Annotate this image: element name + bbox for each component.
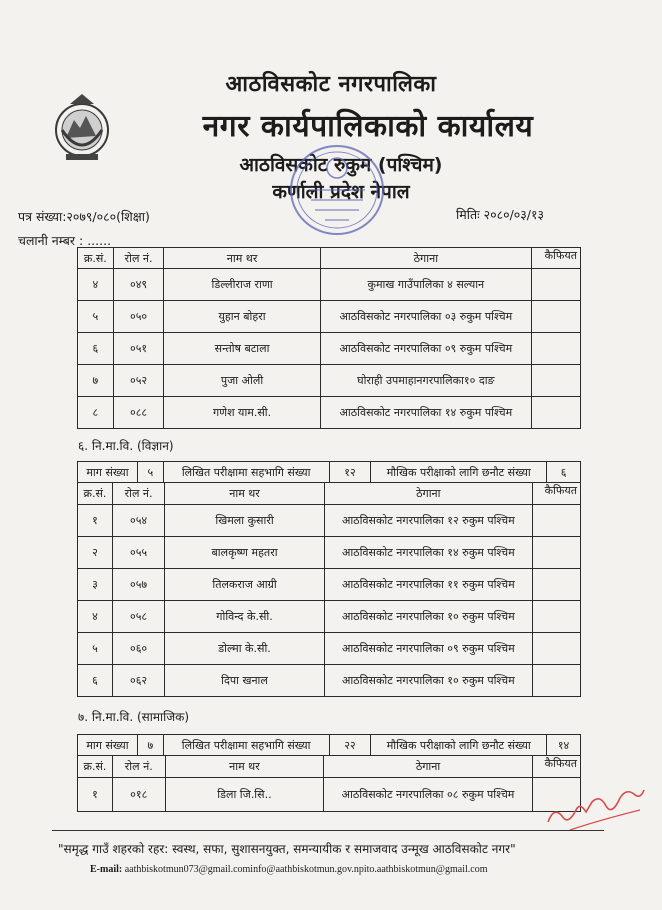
oral-label: मौखिक परीक्षाको लागि छनौट संख्या [371,462,547,483]
cell-roll: ०८८ [113,397,164,429]
table-row [78,333,581,365]
section-6-candidates-table [77,482,581,697]
cell-address: घोराही उपमाहानगरपालिका१० दाङ [320,365,531,397]
cell-name: तिलकराज आग्री [165,569,325,601]
cell-name: डोल्मा के.सी. [165,633,325,665]
cell-address: आठविसकोट नगरपालिका ०९ रुकुम पश्चिम [324,633,532,665]
demand-label: माग संख्या [78,462,138,483]
written-value: २२ [329,735,371,756]
dispatch-number: चलानी नम्बर : ...... [18,233,112,248]
cell-sn: ४ [78,269,114,301]
cell-address: आठविसकोट नगरपालिका १२ रुकुम पश्चिम [324,505,532,537]
office-seal-stamp [287,140,387,240]
cell-sn: ८ [78,397,114,429]
oral-value: १४ [547,735,581,756]
cell-sn: ५ [78,633,113,665]
cell-remarks [532,537,580,569]
cell-sn: १ [78,778,113,812]
cell-sn: १ [78,505,113,537]
header-sn: क्र.सं. [78,248,114,269]
cell-name: गोविन्द के.सी. [165,601,325,633]
cell-roll: ०५१ [113,333,164,365]
written-label: लिखित परीक्षामा सहभागि संख्या [163,462,329,483]
email-value: aathbiskotmun073@gmail.cominfo@aathbiskotmun.gov.npito.aathbiskotmun@gmail.com [124,864,488,875]
cell-sn: ६ [78,665,113,697]
cell-roll: ०४९ [113,269,164,301]
municipality-name: आठविसकोट नगरपालिका [225,72,437,97]
section-7-title: ७. नि.मा.वि. (सामाजिक) [78,710,190,724]
cell-roll: ०६० [112,633,164,665]
header-address: ठेगाना [320,248,531,269]
table-row [78,601,581,633]
cell-address: आठविसकोट नगरपालिका ०३ रुकुम पश्चिम [320,301,531,333]
demand-value: ५ [137,462,163,483]
cell-address: आठविसकोट नगरपालिका १४ रुकुम पश्चिम [324,537,532,569]
cell-remarks [532,601,580,633]
cell-roll: ०१८ [112,778,165,812]
cell-remarks [532,365,581,397]
header-name: नाम थर [165,756,324,778]
header-name: नाम थर [164,248,320,269]
header-remarks: कैफियत [532,756,580,778]
header-roll: रोल नं. [112,483,164,505]
candidates-table-continued [77,247,581,429]
table-header-row [78,248,581,269]
table-row [78,365,581,397]
cell-sn: ७ [78,365,114,397]
cell-name: गणेश याम.सी. [164,397,320,429]
footer-email [90,864,488,875]
cell-sn: ४ [78,601,113,633]
section-6-title: ६. नि.मा.वि. (विज्ञान) [78,439,174,453]
cell-remarks [532,397,581,429]
office-location: आठविसकोट रुकुम (पश्चिम) [239,154,443,176]
table-row [78,665,581,697]
cell-name: डिल्लीराज राणा [164,269,320,301]
table-header-row [78,756,581,778]
cell-name: युहान बोहरा [164,301,320,333]
letter-reference-number: पत्र संख्या:२०७९/०८०(शिक्षा) [18,209,150,224]
cell-roll: ०५८ [112,601,164,633]
cell-remarks [532,665,580,697]
header-name: नाम थर [165,483,325,505]
table-header-row [78,483,581,505]
cell-address: आठविसकोट नगरपालिका १४ रुकुम पश्चिम [320,397,531,429]
cell-address: कुमाख गाउँपालिका ४ सल्यान [320,269,531,301]
cell-remarks [532,569,580,601]
cell-remarks [532,333,581,365]
header-sn: क्र.सं. [78,756,113,778]
demand-value: ७ [137,735,163,756]
section-6-summary [77,461,581,483]
cell-roll: ०६२ [112,665,164,697]
cell-sn: ५ [78,301,114,333]
cell-remarks [532,633,580,665]
cell-sn: ६ [78,333,114,365]
table-row [78,778,581,812]
oral-value: ६ [547,462,581,483]
cell-roll: ०५७ [112,569,164,601]
table-row [78,269,581,301]
cell-address: आठविसकोट नगरपालिका ११ रुकुम पश्चिम [324,569,532,601]
table-row [78,397,581,429]
office-name: नगर कार्यपालिकाको कार्यालय [202,109,534,144]
cell-address: आठविसकोट नगरपालिका १० रुकुम पश्चिम [324,601,532,633]
written-value: १२ [329,462,371,483]
table-row [78,633,581,665]
header-roll: रोल नं. [113,248,164,269]
cell-remarks [532,301,581,333]
table-row [78,301,581,333]
header-remarks: कैफियत [532,248,581,269]
handwritten-signature [540,772,650,842]
header-address: ठेगाना [324,483,532,505]
oral-label: मौखिक परीक्षाको लागि छनौट संख्या [371,735,547,756]
letter-date: मितिः २०८०/०३/१३ [456,207,544,222]
footer-motto: "समृद्ध गाउँ शहरको रहर: स्वस्थ, सफा, सुशासनयुक्त, समन्यायीक र समाजवाद उन्मूख आठविसकोट नगर" [58,842,516,856]
cell-roll: ०५५ [112,537,164,569]
demand-label: माग संख्या [78,735,138,756]
cell-name: दिपा खनाल [165,665,325,697]
cell-sn: ३ [78,569,113,601]
table-row [78,505,581,537]
section-7-candidates-table [77,755,581,812]
header-remarks: कैफियत [532,483,580,505]
province-country: कर्णाली प्रदेश नेपाल [272,181,410,203]
cell-address: आठविसकोट नगरपालिका ०८ रुकुम पश्चिम [324,778,532,812]
table-row [78,569,581,601]
written-label: लिखित परीक्षामा सहभागि संख्या [163,735,329,756]
cell-roll: ०५० [113,301,164,333]
cell-remarks [532,505,580,537]
header-roll: रोल नं. [112,756,165,778]
cell-name: सन्तोष बटाला [164,333,320,365]
cell-name: खिमला कुसारी [165,505,325,537]
cell-roll: ०५२ [113,365,164,397]
section-7-summary [77,734,581,756]
cell-name: बालकृष्ण महतरा [165,537,325,569]
cell-remarks [532,269,581,301]
cell-name: पुजा ओली [164,365,320,397]
email-label: E-mail: [90,864,123,875]
footer-divider [52,830,604,831]
table-row [78,537,581,569]
header-address: ठेगाना [324,756,532,778]
cell-name: डिला जि.सि.. [165,778,324,812]
cell-roll: ०५४ [112,505,164,537]
header-sn: क्र.सं. [78,483,113,505]
cell-address: आठविसकोट नगरपालिका ०९ रुकुम पश्चिम [320,333,531,365]
cell-sn: २ [78,537,113,569]
cell-address: आठविसकोट नगरपालिका १० रुकुम पश्चिम [324,665,532,697]
